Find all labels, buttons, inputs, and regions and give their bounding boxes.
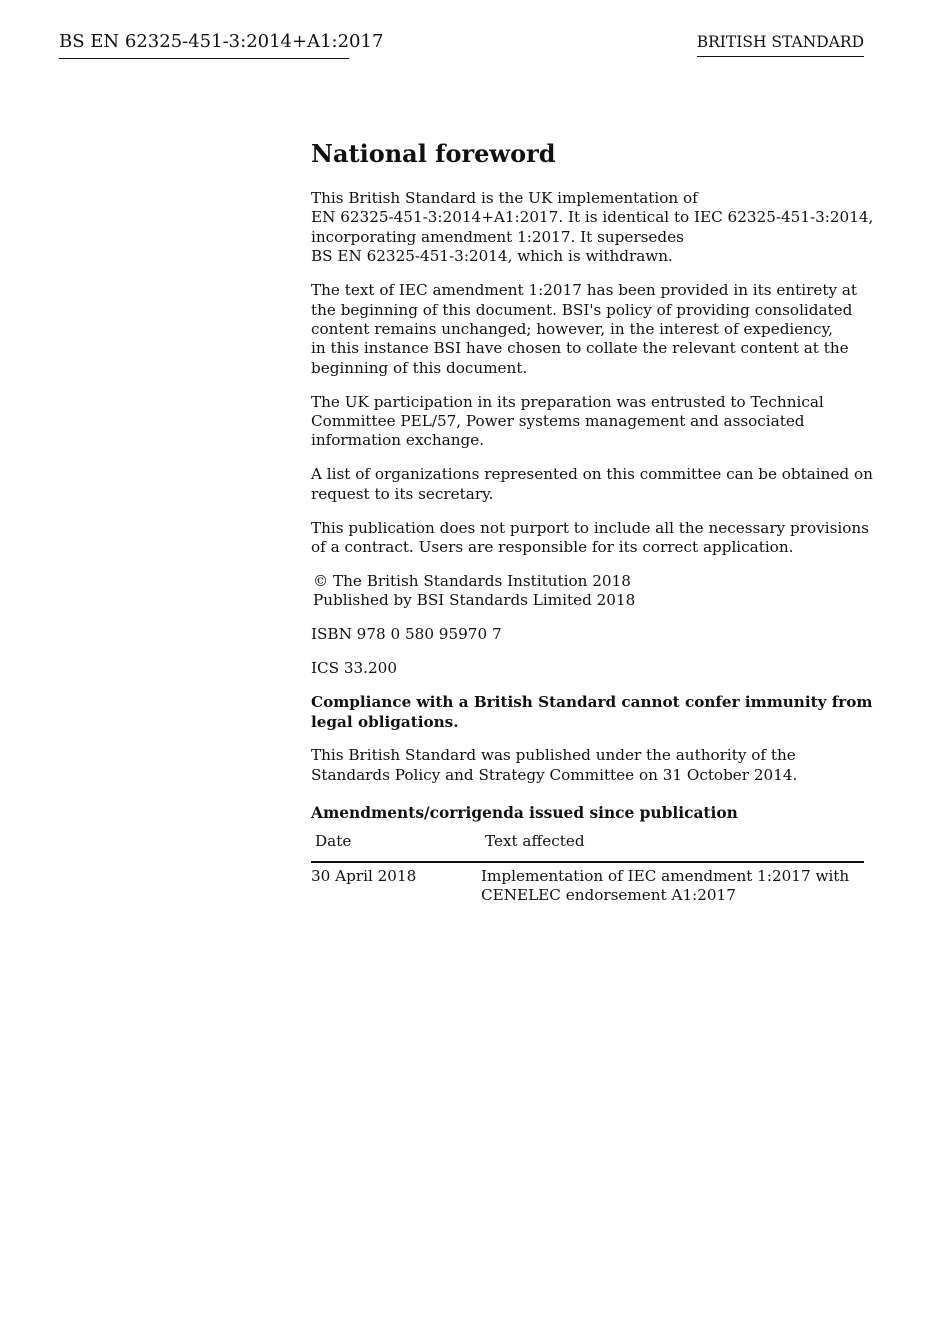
- foreword-title: National foreword: [311, 139, 556, 168]
- amendment-date: 30 April 2018: [311, 866, 417, 885]
- implementation-paragraph: This British Standard is the UK implementation of EN 62325-451-3:2014+A1:2017. It is identical to IEC 62325-451-3:2014, incorporating amendment 1:2017. It supersedes BS EN 62325-451-3:2014, which is withdrawn.: [311, 189, 874, 266]
- amendments-table: [311, 825, 864, 905]
- organizations-paragraph: A list of organizations represented on this committee can be obtained on request to its secretary.: [311, 465, 873, 503]
- foreword-section: [311, 138, 874, 905]
- amendments-title: Amendments/corrigenda issued since publication: [311, 804, 738, 823]
- text-affected-column-header: Text affected: [481, 825, 864, 861]
- standard-label: BRITISH STANDARD: [697, 32, 864, 57]
- amendments-header-row: [311, 825, 864, 861]
- document-id: BS EN 62325-451-3:2014+A1:2017: [59, 30, 349, 59]
- isbn: ISBN 978 0 580 95970 7: [311, 625, 502, 644]
- provisions-paragraph: This publication does not purport to include all the necessary provisions of a contract. Users are responsible for its correct application.: [311, 518, 869, 557]
- participation-paragraph: The UK participation in its preparation was entrusted to Technical Committee PEL/57, Power systems management and associated information exchange.: [311, 392, 824, 450]
- authority-paragraph: This British Standard was published under the authority of the Standards Policy and Strategy Committee on 31 October 2014.: [311, 746, 798, 784]
- amendment-text: Implementation of IEC amendment 1:2017 with CENELEC endorsement A1:2017: [481, 866, 850, 905]
- ics: ICS 33.200: [311, 659, 397, 678]
- copyright-notice: © The British Standards Institution 2018 Published by BSI Standards Limited 2018: [313, 572, 636, 610]
- date-column-header: Date: [311, 825, 481, 861]
- amendment-text-paragraph: The text of IEC amendment 1:2017 has been provided in its entirety at the beginning of this document. BSI's policy of providing consolidated content remains unchanged; however, in the interest of expediency, in this instance BSI have chosen to collate the relevant content at the beginning of this document.: [311, 281, 858, 377]
- table-row: [311, 862, 864, 906]
- compliance-notice: Compliance with a British Standard cannot confer immunity from legal obligations.: [311, 693, 873, 731]
